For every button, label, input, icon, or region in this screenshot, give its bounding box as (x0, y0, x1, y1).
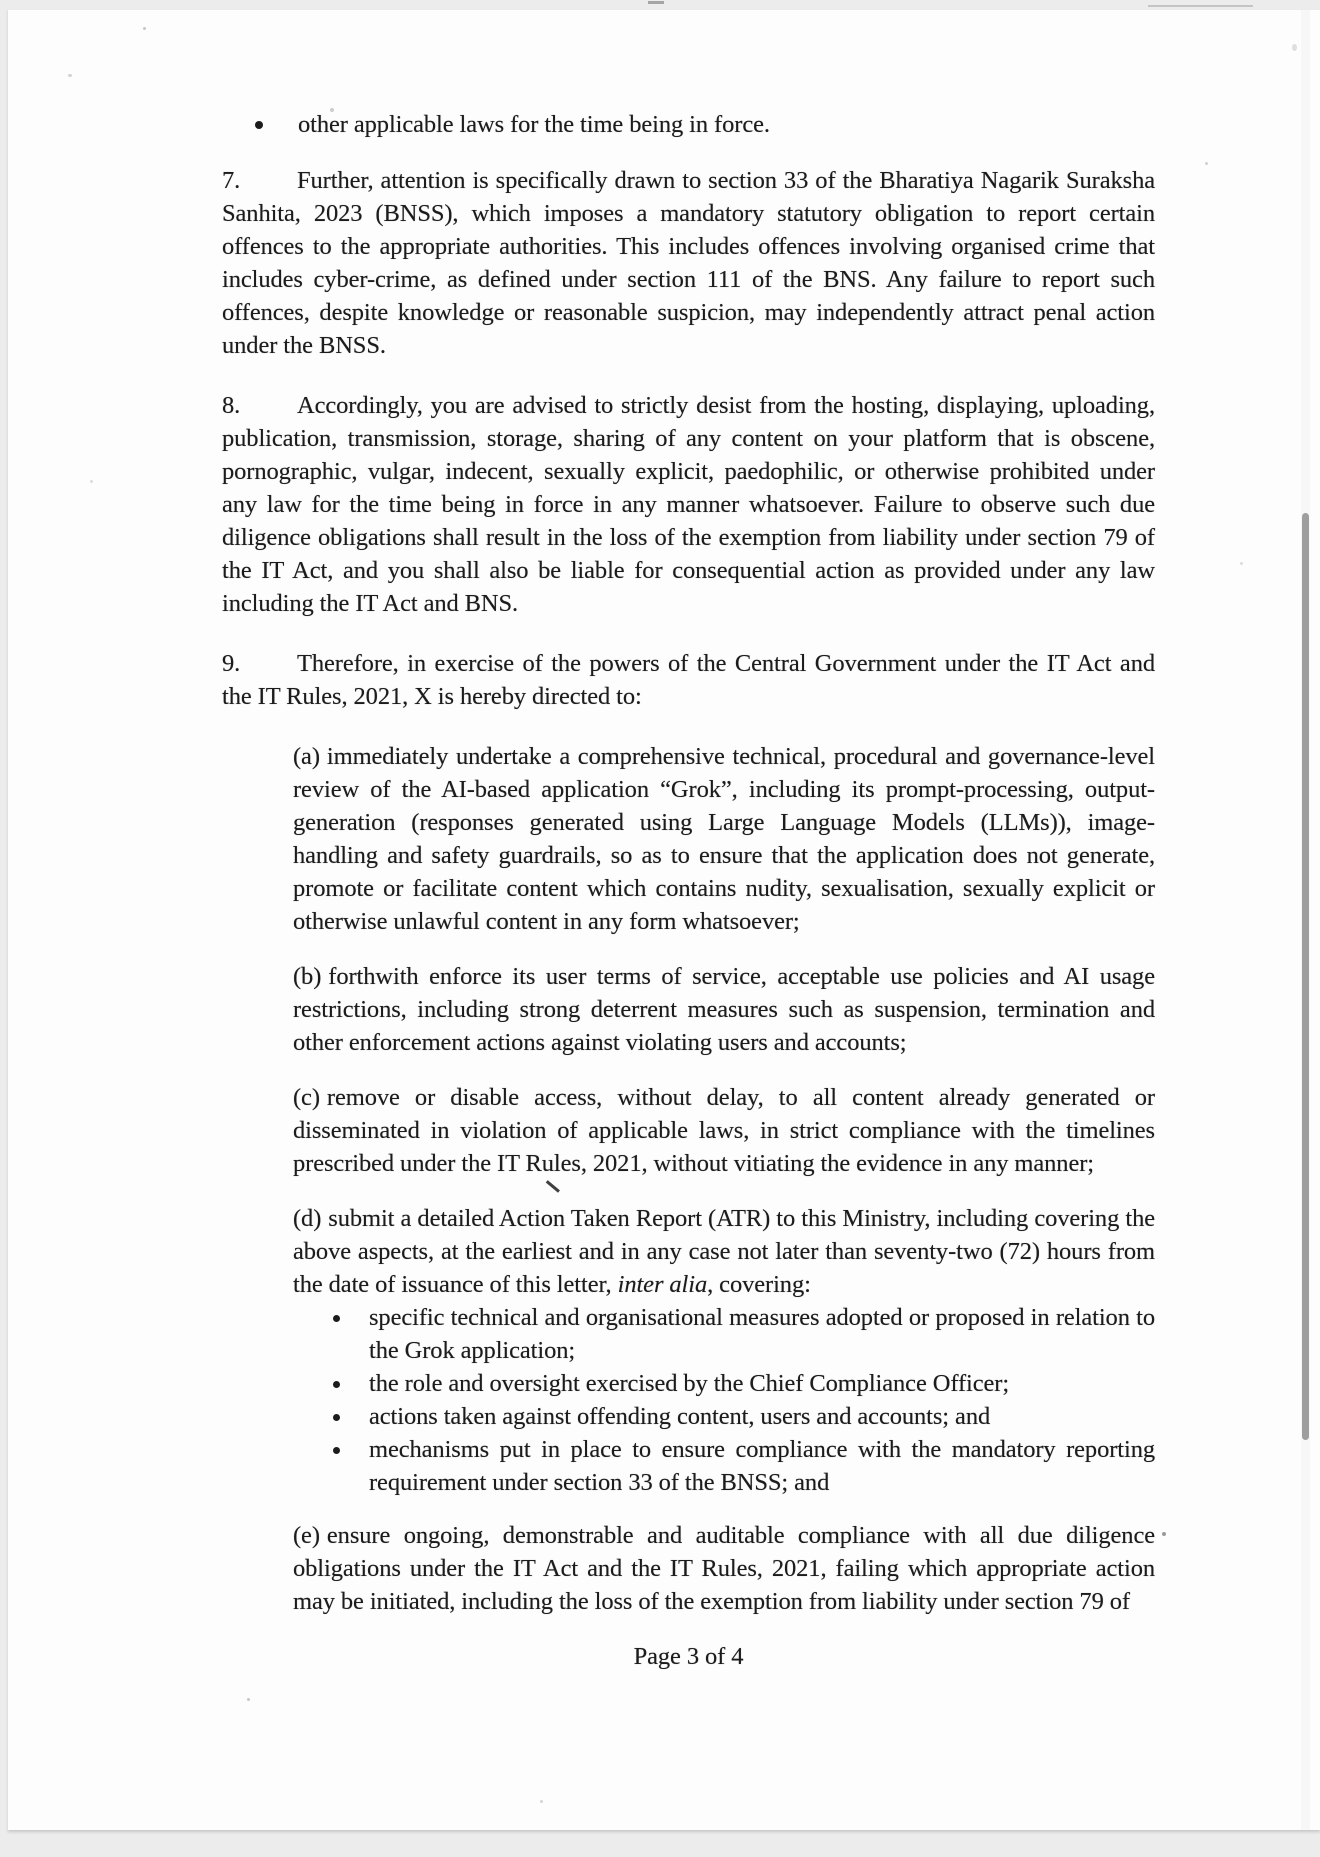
paragraph-7 (222, 164, 1155, 362)
paragraph-9 (222, 647, 1155, 713)
directive-d (293, 1202, 1155, 1301)
scan-artifact (1162, 1532, 1166, 1536)
directive-label: (a) (293, 743, 320, 770)
list-item-text: other applicable laws for the time being in force. (298, 111, 770, 138)
directive-label: (c) (293, 1084, 320, 1111)
list-item-text: the role and oversight exercised by the Chief Compliance Officer; (369, 1370, 1010, 1397)
directive-text: forthwith enforce its user terms of service, acceptable use policies and AI usage restrictions, including strong deterrent measures such as suspension, termination and other enforcement actions against violating users and accounts; (293, 963, 1155, 1056)
directive-label: (d) (293, 1205, 322, 1232)
scan-artifact (1240, 562, 1243, 565)
atr-bullet-item (293, 1301, 1155, 1367)
directive-b (293, 960, 1155, 1059)
list-item-text: mechanisms put in place to ensure compliance with the mandatory reporting requirement under section 33 of the BNSS; and (369, 1436, 1155, 1496)
document-page (8, 10, 1320, 1830)
atr-bullet-list (293, 1301, 1155, 1499)
directive-text: immediately undertake a comprehensive technical, procedural and governance-level review of the AI-based application “Grok”, including its prompt-processing, output-generation (responses generated using Large Language Models (LLMs)), image-handling and safety guardrails, so as to ensure that the application does not generate, promote or facilitate content which contains nudity, sexualisation, sexually explicit or otherwise unlawful content in any form whatsoever; (293, 743, 1155, 935)
page-number-footer: Page 3 of 4 (633, 1643, 744, 1670)
paragraph-text: Further, attention is specifically drawn to section 33 of the Bharatiya Nagarik Suraksha Sanhita, 2023 (BNSS), which imposes a mandatory statutory obligation to report certain offences to the appropriate authorities. This includes offences involving organised crime that includes cyber-crime, as defined under section 111 of the BNS. Any failure to report such offences, despite knowledge or reasonable suspicion, may independently attract penal action under the BNSS. (222, 167, 1155, 359)
scan-artifact (143, 27, 146, 30)
paragraph-number: 8. (222, 392, 241, 419)
atr-bullet-item (293, 1367, 1155, 1400)
bullet-icon (222, 108, 298, 141)
atr-bullet-item (293, 1433, 1155, 1499)
scan-artifact (68, 74, 72, 77)
atr-bullet-item (293, 1400, 1155, 1433)
directive-text: , covering: (707, 1271, 811, 1298)
list-item-text: specific technical and organisational measures adopted or proposed in relation to the Grok application; (369, 1304, 1155, 1364)
scan-artifact (330, 108, 334, 112)
bullet-icon (293, 1367, 369, 1400)
directive-text: remove or disable access, without delay, to all content already generated or disseminated in violation of applicable laws, in strict compliance with the timelines prescribed under the IT Rules, 2021, without vitiating the evidence in any manner; (293, 1084, 1155, 1177)
directive-c (293, 1081, 1155, 1180)
bullet-icon (293, 1433, 369, 1499)
scan-artifact (1148, 5, 1253, 7)
scan-artifact (1292, 44, 1297, 51)
inter-alia-italic: inter alia (617, 1271, 708, 1298)
list-item-intro (222, 108, 1155, 141)
directive-text: submit a detailed Action Taken Report (ATR) to this Ministry, including covering the above aspects, at the earliest and in any case not later than seventy-two (72) hours from the date of issuance of this letter, (293, 1205, 1155, 1298)
paragraph-number: 7. (222, 167, 241, 194)
paragraph-8 (222, 389, 1155, 620)
scrollbar-thumb[interactable] (1302, 513, 1309, 1440)
directive-label: (b) (293, 963, 322, 990)
paragraph-text: Therefore, in exercise of the powers of the Central Government under the IT Act and the IT Rules, 2021, X is hereby directed to: (222, 650, 1155, 710)
paragraph-number: 9. (222, 650, 241, 677)
scan-artifact (540, 1800, 543, 1803)
list-item-text: actions taken against offending content, users and accounts; and (369, 1403, 991, 1430)
directive-text: ensure ongoing, demonstrable and auditable compliance with all due diligence obligations under the IT Act and the IT Rules, 2021, failing which appropriate action may be initiated, including the loss of the exemption from liability under section 79 of (293, 1522, 1155, 1615)
directive-a (293, 740, 1155, 938)
paragraph-text: Accordingly, you are advised to strictly desist from the hosting, displaying, uploading, publication, transmission, storage, sharing of any content on your platform that is obscene, pornographic, vulgar, indecent, sexually explicit, paedophilic, or otherwise prohibited under any law for the time being in force in any manner whatsoever. Failure to observe such due diligence obligations shall result in the loss of the exemption from liability under section 79 of the IT Act, and you shall also be liable for consequential action as provided under any law including the IT Act and BNS. (222, 392, 1155, 617)
scan-artifact (247, 1698, 250, 1701)
scan-artifact (1205, 162, 1208, 165)
scan-artifact (648, 1, 664, 4)
scan-artifact (90, 480, 93, 483)
directive-label: (e) (293, 1522, 320, 1549)
bullet-icon (293, 1400, 369, 1433)
document-content (222, 108, 1155, 1673)
bullet-icon (293, 1301, 369, 1367)
directive-e (293, 1519, 1155, 1618)
